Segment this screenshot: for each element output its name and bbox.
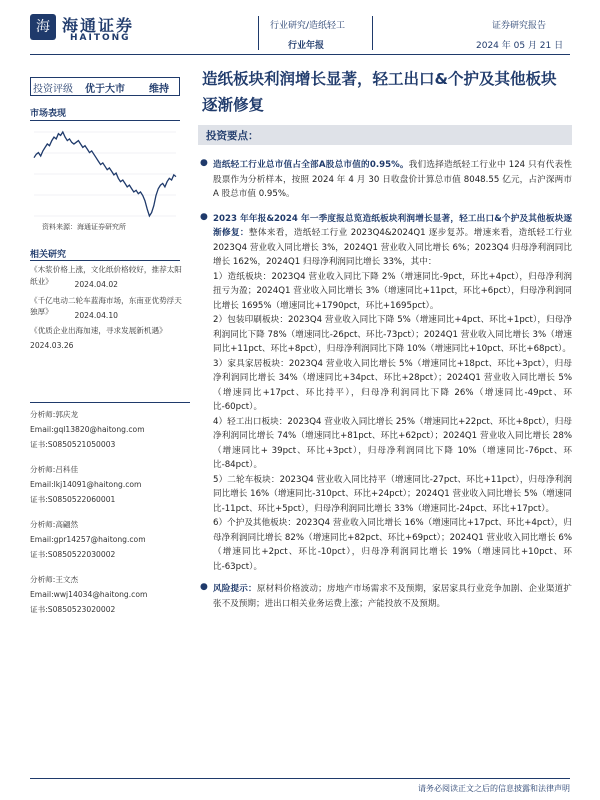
report-type: 行业年报 [288,41,325,51]
related-item-title[interactable]: 《优质企业出海加速，寻求发展新机遇》 [30,326,167,335]
key-points-body [200,158,572,611]
rating-value: 优于大市 [85,84,125,95]
key-point [200,212,572,575]
bullet-icon: ● [200,211,208,222]
analyst-email[interactable]: Email:lkj14091@haitong.com [30,480,142,489]
investment-rating [30,77,180,96]
related-item-date: 2024.04.10 [74,310,118,320]
sector-item: 6）个护及其他板块：2023Q4 营业收入同比增长 16%（增速同比+17pct、环比+4pct），归母净利润同比增长 82%（增速同比+82pct、环比+69pct）；2024Q1 营业收入同比增长 6%（增速同比+2pct、环比-10pct），归母净利润同比增长 19%（增速同比+10pct、环比-63pct）。 [213,518,572,572]
report-title: 造纸板块利润增长显著，轻工出口&个护及其他板块逐渐修复 [202,70,557,114]
rating-label: 投资评级 [33,84,73,95]
analyst-cert: 证书:S0850522030002 [30,550,116,559]
analyst-name: 分析师:郭庆龙 [30,410,79,419]
footer-disclaimer[interactable]: 请务必阅读正文之后的信息披露和法律声明 [418,784,570,793]
analyst-name: 分析师:王文杰 [30,575,79,584]
chart-source: 资料来源：海通证券研究所 [42,223,126,231]
key-points-heading-band [198,125,572,145]
related-item-title[interactable]: 《千亿电动二轮车蓝海市场，东南亚优势浮天独厚》 [30,295,182,316]
key-point [200,158,572,202]
header-divider [372,16,373,50]
header-divider [258,16,259,50]
market-section-title: 市场表现 [30,109,67,119]
report-date: 2024 年 05 月 21 日 [476,41,564,51]
sector-item: 5）二轮车板块：2023Q4 营业收入同比持平（增速同比-27pct、环比+11pct），归母净利润同比增长 16%（增速同比-310pct、环比+24pct）；2024Q1 营业收入同比增长 5%（增速同比-11pct、环比+5pct），归母净利润同比增长 33%（增速同比-24pct、环比+17pct）。 [213,474,572,514]
sector-item: 2）包装印刷板块：2023Q4 营业收入同比下降 5%（增速同比+4pct、环比+1pct），归母净利润同比下降 78%（增速同比-26pct、环比-73pct）；2024Q1 营业收入同比增长 3%（增速同比+11pct、环比+8pct），归母净利润同比下降 10%（增速同比+10pct、环比+68pct）。 [213,315,572,354]
related-item-date: 2024.04.02 [74,280,118,289]
bullet-icon: ● [200,582,208,592]
analyst-cert: 证书:S0850522060001 [30,495,116,504]
analyst-name: 分析师:高翩然 [30,520,79,529]
risk-text: 风险提示：原材料价格波动；房地产市场需求不及预期，家居家具行业竞争加剧、企业渠道扩张不及预期；进出口相关业务运费上涨；产能投放不及预期。 [213,584,572,609]
section-rule [30,260,180,261]
related-list [30,264,185,352]
analyst-email[interactable]: Email:gpr14257@haitong.com [30,535,146,544]
related-section-title: 相关研究 [30,250,67,260]
market-performance-chart [30,128,180,220]
report-kind: 证券研究报告 [492,21,547,31]
haitong-logo-icon: 海 [30,14,56,40]
header-rule [30,54,570,55]
sector-item: 1）造纸板块：2023Q4 营业收入同比下降 2%（增速同比-9pct，环比+4pct），归母净利润扭亏为盈；2024Q1 营业收入同比增长 3%（增速同比+11pct，环比+6pct），归母净利润同比增长 1695%（增速同比+1790pct，环比+1695pct）。 [213,271,572,311]
analyst-email[interactable]: Email:gql13820@haitong.com [30,425,145,434]
analyst-cert: 证书:S0850521050003 [30,440,116,449]
company-name-cn: 海通证券 [62,16,135,35]
company-name-en: HAITONG [70,33,131,43]
analyst-name: 分析师:吕科佳 [30,465,79,474]
key-point [200,582,572,611]
footer-rule [30,778,570,779]
related-item-date: 2024.03.26 [30,341,74,350]
rating-action: 维持 [149,84,169,95]
key-point-text: 造纸轻工行业总市值占全部A股总市值的0.95%。我们选择造纸轻工行业中 124 只有代表性股票作为分析样本，按照 2024 年 4 月 30 日收盘价计算总市值 8048.55 亿元，占沪深两市 A 股总市值 0.95%。 [213,160,572,199]
sector-item: 3）家具家居板块：2023Q4 营业收入同比增长 5%（增速同比+18pct、环比+3pct），归母净利润同比增长 34%（增速同比+34pct、环比+28pct）；2024Q1 营业收入同比增长 5%（增速同比+17pct、环比持平），归母净利润同比下降 26%（增速同比-49pct、环比-60pct）。 [213,358,572,412]
analyst-cert: 证书:S0850523020002 [30,605,116,614]
analyst-block [30,402,190,617]
key-points-heading: 投资要点： [206,130,259,142]
key-point-text: 2023 年年报&2024 年一季度报总览造纸板块利润增长显著，轻工出口&个护及其他板块逐渐修复：整体来看，造纸轻工行业 2023Q4&2024Q1 逐步复苏。增速来看，造纸轻工行业 2023Q4 营业收入同比增长 3%，2024Q1 营业收入同比增长 6%；2023Q4 归母净利润同比增长 162%，2024Q1 归母净利润同比增长 33%，其中： [213,213,572,267]
bullet-icon: ● [200,158,208,168]
related-item-title[interactable]: 《木浆价格上涨，文化纸价格较好，推荐太阳纸业》 [30,265,182,286]
sector-item: 4）轻工出口板块：2023Q4 营业收入同比增长 25%（增速同比+22pct、环比+8pct），归母净利润同比增长 74%（增速同比+81pct、环比+62pct）；2024Q1 营业收入同比增长 28%（增速同比+ 39pct、环比+3pct），归母净利润同比下降 10%（增速同比-76pct、环比-84pct）。 [213,416,572,470]
report-category: 行业研究/造纸轻工 [270,21,346,31]
section-rule [30,120,180,121]
analyst-email[interactable]: Email:wwj14034@haitong.com [30,590,148,599]
